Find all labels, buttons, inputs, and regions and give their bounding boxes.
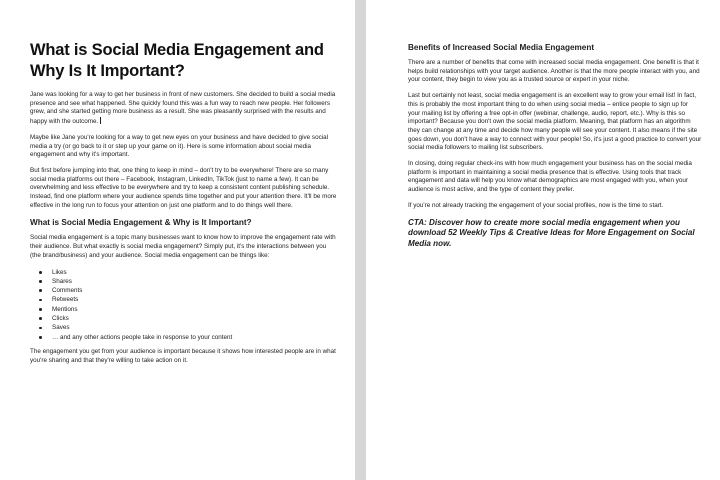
list-item: Shares: [39, 277, 337, 286]
document-page-left[interactable]: [0, 0, 355, 480]
paragraph[interactable]: Social media engagement is a topic many businesses want to know how to improve the engagement rate with their audience. But what exactly is social media engagement? Simply put, it's the interactions between you (the brand/business) and your audience. Social media engagement can be things like:: [30, 234, 336, 259]
document-page-right[interactable]: [366, 0, 720, 480]
paragraph[interactable]: There are a number of benefits that come with increased social media engagement. One benefit is that it helps build relationships with your target audience. Another is that the more people interact with you, and your content, they begin to view you as a trusted source or expert in your niche.: [408, 59, 700, 84]
paragraph[interactable]: But first before jumping into that, one thing to keep in mind – don't try to be everywhere! There are so many social media platforms out there – Facebook, Instagram, LinkedIn, TikTok (just to name a few). It can be overwhelming and less effective to be everywhere and try to keep a consistent content publishing schedule. Instead, find one platform where your audience spends time together and put your attention there. It'll be more effective in the long run to focus your attention on just one platform and to do things well there.: [30, 166, 337, 209]
document-title: What is Social Media Engagement and Why Is It Important?: [30, 41, 324, 80]
engagement-list: [30, 268, 337, 342]
paragraph[interactable]: Last but certainly not least, social media engagement is an excellent way to grow your email list! In fact, this is probably the most important thing to do when using social media – entice people to sign up for your mailing list by offering a free opt-in offer (webinar, challenge, audio, report, etc.). Why is this so important? Because you don't own the social media platform. Meaning, that platform has an algorithm they can change at any time and decide how many people will see your content. It also means if the site goes down, you don't have a way to connect with your people! So, it's just a good practice to convert your social media followers to mailing list subscribers.: [408, 92, 702, 152]
list-item: … and any other actions people take in response to your content: [39, 333, 337, 342]
section-heading: What is Social Media Engagement & Why is It Important?: [30, 218, 252, 228]
intro-paragraph[interactable]: [30, 91, 337, 127]
paragraph-text: Jane was looking for a way to get her business in front of new customers. She decided to build a social media presence and see what happened. She quickly found this was a fun way to reach new people. Her followers grew, and she started getting more business as a result. She was pleasantly surprised with the results and happy with the outcome.: [30, 91, 336, 126]
list-item: Saves: [39, 323, 337, 332]
paragraph[interactable]: Maybe like Jane you're looking for a way to get new eyes on your business and have decided to give social media a try (or go back to it or step up your game on it). Here is some information about social media engagement and why it's important.: [30, 133, 329, 159]
paragraph[interactable]: The engagement you get from your audience is important because it shows how interested people are in what you're sharing and that they're willing to take action on it.: [30, 347, 336, 364]
list-item: Mentions: [39, 305, 337, 314]
list-item: Comments: [39, 286, 337, 295]
list-item: Likes: [39, 268, 337, 277]
text-cursor: [100, 117, 101, 124]
paragraph[interactable]: In closing, doing regular check-ins with how much engagement your business has on the social media platform is important in maintaining a social media presence that is effective. Using tools that track engagement and data will help you know what demographics are most engaged with you, when your audience is most active, and the type of content they prefer.: [408, 160, 692, 194]
call-to-action[interactable]: CTA: Discover how to create more social media engagement when you download 52 Weekly Tips & Creative Ideas for More Engagement on Social Media now.: [408, 217, 695, 248]
list-item: Retweets: [39, 295, 337, 304]
paragraph[interactable]: If you're not already tracking the engagement of your social profiles, now is the time to start.: [408, 201, 664, 209]
list-item: Clicks: [39, 314, 337, 323]
section-heading: Benefits of Increased Social Media Engagement: [408, 43, 595, 52]
